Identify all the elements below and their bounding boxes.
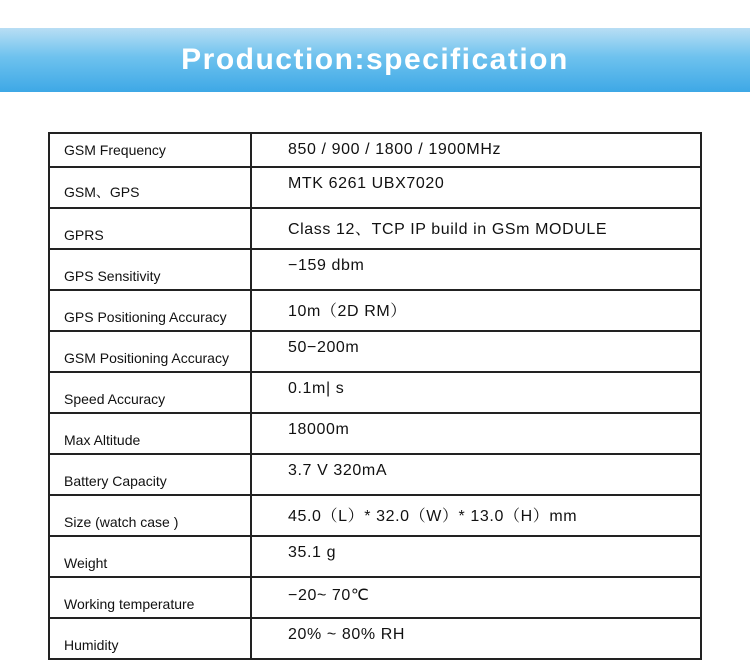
spec-label: GPS Sensitivity <box>49 249 251 290</box>
spec-label: GSM、GPS <box>49 167 251 208</box>
title-banner <box>0 28 750 92</box>
table-row <box>49 249 701 290</box>
spec-value: 10m（2D RM） <box>251 290 701 331</box>
spec-value: −20~ 70℃ <box>251 577 701 618</box>
table-row <box>49 577 701 618</box>
specification-table <box>48 132 702 660</box>
spec-value: −159 dbm <box>251 249 701 290</box>
spec-label: Working temperature <box>49 577 251 618</box>
spec-label: Speed Accuracy <box>49 372 251 413</box>
spec-value: MTK 6261 UBX7020 <box>251 167 701 208</box>
spec-value: 20% ~ 80% RH <box>251 618 701 659</box>
spec-value: 3.7 V 320mA <box>251 454 701 495</box>
table-row <box>49 133 701 167</box>
table-row <box>49 618 701 659</box>
page-title: Production:specification <box>181 43 569 76</box>
spec-label: Max Altitude <box>49 413 251 454</box>
spec-label: Humidity <box>49 618 251 659</box>
spec-label: Battery Capacity <box>49 454 251 495</box>
spec-value: 45.0（L）* 32.0（W）* 13.0（H）mm <box>251 495 701 536</box>
spec-value: 850 / 900 / 1800 / 1900MHz <box>251 133 701 167</box>
table-row <box>49 372 701 413</box>
table-row <box>49 331 701 372</box>
spec-value: 50−200m <box>251 331 701 372</box>
spec-value: 0.1m| s <box>251 372 701 413</box>
spec-label: Size (watch case ) <box>49 495 251 536</box>
spec-value: Class 12、TCP IP build in GSm MODULE <box>251 208 701 249</box>
spec-label: GPRS <box>49 208 251 249</box>
table-row <box>49 290 701 331</box>
spec-value: 35.1 g <box>251 536 701 577</box>
table-row <box>49 208 701 249</box>
spec-label: GPS Positioning Accuracy <box>49 290 251 331</box>
spec-label: Weight <box>49 536 251 577</box>
table-row <box>49 167 701 208</box>
spec-label: GSM Positioning Accuracy <box>49 331 251 372</box>
spec-value: 18000m <box>251 413 701 454</box>
table-row <box>49 536 701 577</box>
spec-label: GSM Frequency <box>49 133 251 167</box>
table-row <box>49 454 701 495</box>
table-row <box>49 495 701 536</box>
table-row <box>49 413 701 454</box>
